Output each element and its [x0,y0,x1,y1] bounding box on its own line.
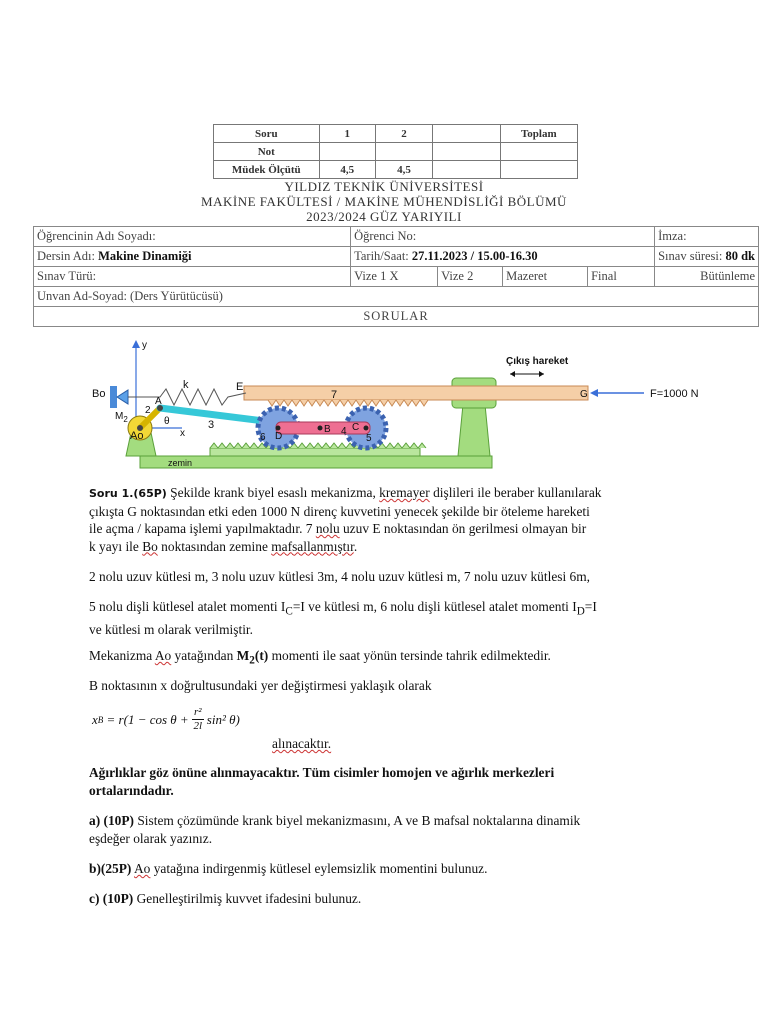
part-c-label: c) (10P) [89,891,134,906]
q-text: Ao [154,648,172,663]
label-link-5: 5 [366,433,372,444]
q-text: eşdeğer olarak yazınız. [89,830,213,846]
grade-cell: 4,5 [375,161,432,179]
q-text: Genelleştirilmiş kuvvet ifadesini bulunuz. [133,891,362,906]
instructor-field: Unvan Ad-Soyad: (Ders Yürütücüsü) [34,287,759,307]
label-bo: Bo [92,388,106,400]
q-text: Sistem çözümünde krank biyel mekanizmasını, A ve B mafsal noktalarına dinamik [134,813,581,828]
question-title: Soru 1.(65P) [89,487,167,500]
q-text: D [576,605,585,618]
q-text: mafsallanmıştır [271,538,354,554]
label-y: y [142,340,147,351]
question-drive [89,647,709,670]
formula-part: = r(1 − cos θ + [103,711,192,727]
bold-note [89,764,709,799]
formula-part: sin² θ) [203,711,240,727]
exam-type-butunleme[interactable]: Bütünleme [655,267,759,287]
question-1-intro [89,484,709,555]
mechanism-figure [88,336,713,470]
part-b-label: b)(25P) [89,861,132,876]
duration-label: Sınav süresi: [658,249,723,263]
q-text: çıkışta G noktasından etki eden 1000 N direnç kuvvetini yenecek şekilde bir öteleme hareketi [89,503,590,519]
label-zemin: zemin [168,458,193,468]
grade-row-question [214,125,578,143]
label-x: x [180,428,185,439]
q-text: yatağına indirgenmiş kütlesel eylemsizlik momentini bulunuz. [150,861,488,876]
course-name-field [34,247,351,267]
joint-b [318,426,323,431]
exam-type-vize1[interactable]: Vize 1 X [351,267,438,287]
university-name: YILDIZ TEKNİK ÜNİVERSİTESİ [284,179,484,194]
formula-part: x [92,711,98,727]
bottom-rack-teeth [210,443,426,448]
exam-type-vize2[interactable]: Vize 2 [438,267,503,287]
q-text: Ao [134,861,151,876]
label-a: A [155,396,162,407]
q-text: k yayı ile [89,538,143,554]
joint-d [276,426,281,431]
datetime-label: Tarih/Saat: [354,249,409,263]
grade-cell [500,161,577,179]
exam-type-final[interactable]: Final [588,267,655,287]
question-inertia [89,598,709,639]
label-output-motion: Çıkış hareket [506,356,569,367]
grade-cell [433,125,500,143]
q-text: nolu [315,521,340,536]
grade-cell: 1 [319,125,375,143]
datetime-field [351,247,655,267]
label-c: C [352,422,360,433]
q-text: ortalarındadır. [89,782,174,798]
y-axis-arrow [132,340,140,348]
faculty-name: MAKİNE FAKÜLTESİ / MAKİNE MÜHENDİSLİĞİ BÖLÜMÜ [201,194,567,209]
grade-cell: Soru [214,125,320,143]
question-part-b [89,860,709,878]
label-theta: θ [164,416,170,427]
questions-heading: SORULAR [34,307,759,327]
q-text: Ağırlıklar göz önüne alınmayacaktır. Tüm cisimler homojen ve ağırlık merkezleri [89,765,555,780]
semester-name: 2023/2024 GÜZ YARIYILI [306,209,462,224]
grade-cell: 4,5 [319,161,375,179]
q-text: =I ve kütlesi m, 6 nolu dişli kütlesel atalet momenti I [292,599,577,614]
duration-value: 80 dk [725,249,755,263]
exam-header [0,179,768,224]
question-displacement: B noktasının x doğrultusundaki yer değiştirmesi yaklaşık olarak [89,678,432,693]
formula-numerator: r² [193,706,202,718]
spring-k [128,389,246,405]
q-text: momenti ile saat yönün tersinde tahrik edilmektedir. [268,648,551,663]
label-link-3: 3 [208,419,215,431]
label-m2 [115,411,128,424]
q-text: Bo [142,538,158,554]
student-no-field[interactable]: Öğrenci No: [351,227,655,247]
q-text: . [353,538,358,554]
part-a-label: a) (10P) [89,813,134,828]
label-m2-main: M [115,411,124,422]
label-b: B [324,424,331,435]
link-7-bar [244,386,588,400]
course-label: Dersin Adı: [37,249,95,263]
grade-cell [375,143,432,161]
bo-wall [110,386,117,408]
student-name-field[interactable]: Öğrencinin Adı Soyadı: [34,227,351,247]
q-text: (t) [254,648,269,663]
label-m2-sub: 2 [123,415,128,424]
q-text: 5 nolu dişli kütlesel atalet momenti I [89,599,286,614]
datetime-value: 27.11.2023 / 15.00-16.30 [411,249,538,263]
q-text: yatağından [171,648,237,663]
question-masses: 2 nolu uzuv kütlesi m, 3 nolu uzuv kütlesi 3m, 4 nolu uzuv kütlesi m, 7 nolu uzuv kütlesi 6m, [89,569,590,584]
formula-part: B [97,714,104,725]
label-link-4: 4 [341,426,347,437]
q-text: M [236,648,250,663]
bo-pin [117,390,128,404]
q-text: C [285,605,293,618]
label-g: G [580,389,588,400]
link-7-teeth [268,400,428,406]
grade-table [213,124,578,179]
q-text: ve kütlesi m olarak verilmiştir. [89,622,254,638]
formula-suffix: alınacaktır. [272,736,332,751]
course-value: Makine Dinamiği [98,249,192,263]
label-link-7: 7 [331,389,338,401]
question-part-a [89,812,709,847]
grade-cell: Müdek Ölçütü [214,161,320,179]
label-link-2: 2 [145,405,151,416]
grade-cell [433,143,500,161]
exam-type-label: Sınav Türü: [34,267,351,287]
bottom-rack [210,448,420,456]
q-text: 2 [249,654,255,667]
label-d: D [275,431,283,442]
student-info-table [33,226,759,327]
q-text: uzuv E noktasından ön gerilmesi olmayan bir [339,521,587,536]
q-text: dişlileri ile beraber kullanılarak [429,485,602,500]
grade-cell: Not [214,143,320,161]
signature-field[interactable]: İmza: [655,227,759,247]
label-link-6: 6 [260,432,266,443]
question-part-c [89,890,709,908]
force-arrowhead [590,389,598,397]
q-text: =I [584,599,597,614]
q-text: noktasından zemine [157,538,272,554]
grade-cell [500,143,577,161]
grade-cell: 2 [375,125,432,143]
joint-c [364,426,369,431]
label-e: E [236,381,244,393]
label-k: k [183,379,189,391]
formula-fraction [192,706,204,733]
q-text: ile açma / kapama işlemi yapılmaktadır. 7 [89,521,316,536]
q-text: kremayer [379,485,430,500]
grade-cell: Toplam [500,125,577,143]
grade-row-score [214,143,578,161]
label-ao: Ao [130,430,144,442]
exam-type-mazeret[interactable]: Mazeret [503,267,588,287]
q-text: Şekilde krank biyel esaslı mekanizma, [166,485,380,500]
label-force: F=1000 N [650,388,699,400]
ground-base [140,456,492,468]
grade-row-mudek [214,161,578,179]
q-text: Mekanizma [89,648,155,663]
formula-denominator: 2l [193,720,203,732]
displacement-formula [92,706,240,733]
duration-field [655,247,759,267]
grade-cell [433,161,500,179]
grade-cell [319,143,375,161]
